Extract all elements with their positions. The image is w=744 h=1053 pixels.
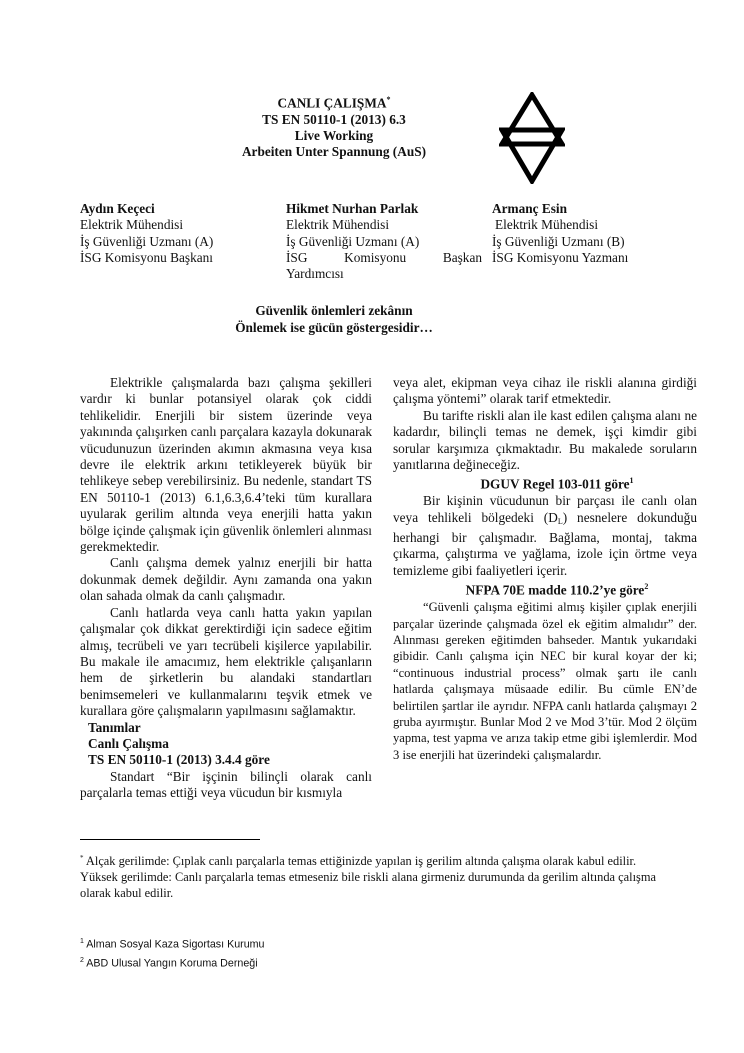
subscript-l: L [557,516,563,526]
author-1 [80,201,270,266]
author-role: İş Güvenliği Uzmanı (A) [80,233,214,249]
german-title: Arbeiten Unter Spannung (AuS) [241,144,427,160]
paragraph-intro: Elektrikle çalışmalarda bazı çalışma şekilleri vardır ki bunlar potansiyel olarak çok ciddi tehlikelidir. Enerjili bir sistem üzerinde veya yakınında çalışırken canlı parçalara kazayla dokunarak vücudunuzun üzerinden akımın akmasına veya kısa devre ile elektrik arkını tetikleyerek büyük bir tehlikeye sebep verebilirsiniz. Bu nedenle, standart TS EN 50110-1 (2013) 6.1,6.3,6.4’teki tüm kurallara uyularak gerilim altında veya enerjili hatta yakın bölge içinde çalışmak için güvenlik önlemleri alınması gerekmektedir. [80,375,373,555]
right-column [393,375,697,763]
motto-line-1: Güvenlik önlemleri zekânın [255,303,413,318]
footnote-1: $^1$ Alman Sosyal Kaza Sigortası Kurumu [80,938,265,951]
author-name: Aydın Keçeci [80,201,155,216]
footnotes-references [80,934,670,971]
author-position: İSG Komisyonu Başkan [286,249,482,265]
author-role: İş Güvenliği Uzmanı (A) [286,233,420,249]
author-title: Elektrik Mühendisi [286,217,390,233]
footnote-divider [80,839,260,840]
author-position: İSG Komisyonu Başkanı [80,249,213,265]
author-role: İş Güvenliği Uzmanı (B) [492,233,625,249]
footnote-star-low-voltage: * Alçak gerilimde: Çıplak canlı parçalarla temas ettiğinizde yapılan iş gerilim altında çalışma olarak kabul edilir. [80,854,637,869]
title-block [200,92,468,160]
heading-live-work: Canlı Çalışma [88,735,169,751]
document-title: CANLI ÇALIŞMA* [277,95,391,111]
title-footnote-mark: * [386,95,391,104]
author-name: Armanç Esin [492,201,567,216]
paragraph-questions: Bu tarifte riskli alan ile kast edilen çalışma alanı ne kadardır, bilinçli temas ne demek, işçi kimdir gibi sorular karşımıza çıkmaktadır. Bu makalede soruların yanıtlarına değineceğiz. [393,407,697,473]
paragraph-standard-definition: Standart “Bir işçinin bilinçli olarak canlı parçalarla temas ettiği veya vücudun bir kısmıyla [80,768,372,801]
standard-reference: TS EN 50110-1 (2013) 6.3 [262,111,406,127]
footnote-ref-2: 2 [644,582,649,592]
paragraph-live-work-meaning: Canlı çalışma demek yalnız enerjili bir hatta dokunmak demek değildir. Aynı zamanda ona yakın olan sahada olmak da canlı çalışmadır. [80,555,372,604]
author-position: İSG Komisyonu Yazmanı [492,249,629,265]
paragraph-dguv: Bir kişinin vücudunun bir parçası ile canlı olan veya tehlikeli bölgedeki $(D_L)$ nesnelere dokunduğu herhangi bir çalışmadır. Bağlama, montaj, takma çıkarma, çalıştırma ve yağlama, izole için örtme veya temizleme gibi faaliyetleri içerir. [393,493,697,578]
footnote-star-high-voltage: Yüksek gerilimde: Canlı parçalarla temas etmeseniz bile riskli alana girmeniz durumunda da gerilim altında çalışma olarak kabul edilir. [80,870,656,901]
english-title: Live Working [294,127,374,143]
author-title: Elektrik Mühendisi [495,217,599,233]
left-column [80,375,372,802]
paragraph-definition-cont: veya alet, ekipman veya cihaz ile riskli alanına girdiği çalışma yöntemi” olarak tarif etmektedir. [393,375,697,407]
author-name: Hikmet Nurhan Parlak [286,201,419,216]
motto [180,302,488,336]
heading-ts-standard: TS EN 50110-1 (2013) 3.4.4 göre [88,752,270,768]
double-triangle-logo [499,92,565,184]
author-position-cont: Yardımcısı [286,266,344,282]
paragraph-purpose: Canlı hatlarda veya canlı hatta yakın yapılan çalışmalar çok dikkat gerektirdiği için sadece eğitim almış, tecrübeli ve yarı tecrübeli kişilerce yapılabilir. Bu makale ile amacımız, hem elektrikle çalışanların hem de şirketlerin bu alandaki standartları benimsemeleri ve kullanmalarını teşvik etmek ve kurallara göre çalışmaların yapılmasını sağlamaktır. [80,604,372,719]
author-title: Elektrik Mühendisi [80,217,184,233]
author-2 [286,201,482,282]
footnote-2: $^2$ ABD Ulusal Yangın Koruma Derneği [80,956,258,970]
footnote-ref-1: 1 [629,476,634,486]
motto-line-2: Önlemek ise gücün göstergesidir… [235,320,433,335]
heading-definitions: Tanımlar [88,719,141,735]
heading-dguv: DGUV Regel 103-011 göre$^1$ [480,476,634,492]
paragraph-nfpa: “Güvenli çalışma eğitimi almış kişiler çıplak enerjili parçalar üzerinde çalışmada özel ek eğitim almalıdır” der. Alınması gereken eğitimden bahseder. Mantık yukarıdaki gibidir. Canlı çalışma için NEC bir kural koyar der ki; “continuous industrial process” olmak şartı ile canlı hatlarda çalışmaya müsaade edilir. Bu cümle EN’de belirtilen şartlar ile ayrıdır. NFPA canlı hatlarda çalışmayı 2 gruba ayırmıştır. Bunlar Mod 2 ve Mod 3’tür. Mod 2 ölçüm yapma, test yapma ve arıza takip etme gibi işlemlerdir. Mod 3 ise enerjili hat üzerindeki çalışmalardır. [393,600,697,762]
author-3 [492,201,672,266]
footnotes-block [80,850,670,901]
heading-nfpa: NFPA 70E madde 110.2’ye göre$^2$ [465,582,649,598]
